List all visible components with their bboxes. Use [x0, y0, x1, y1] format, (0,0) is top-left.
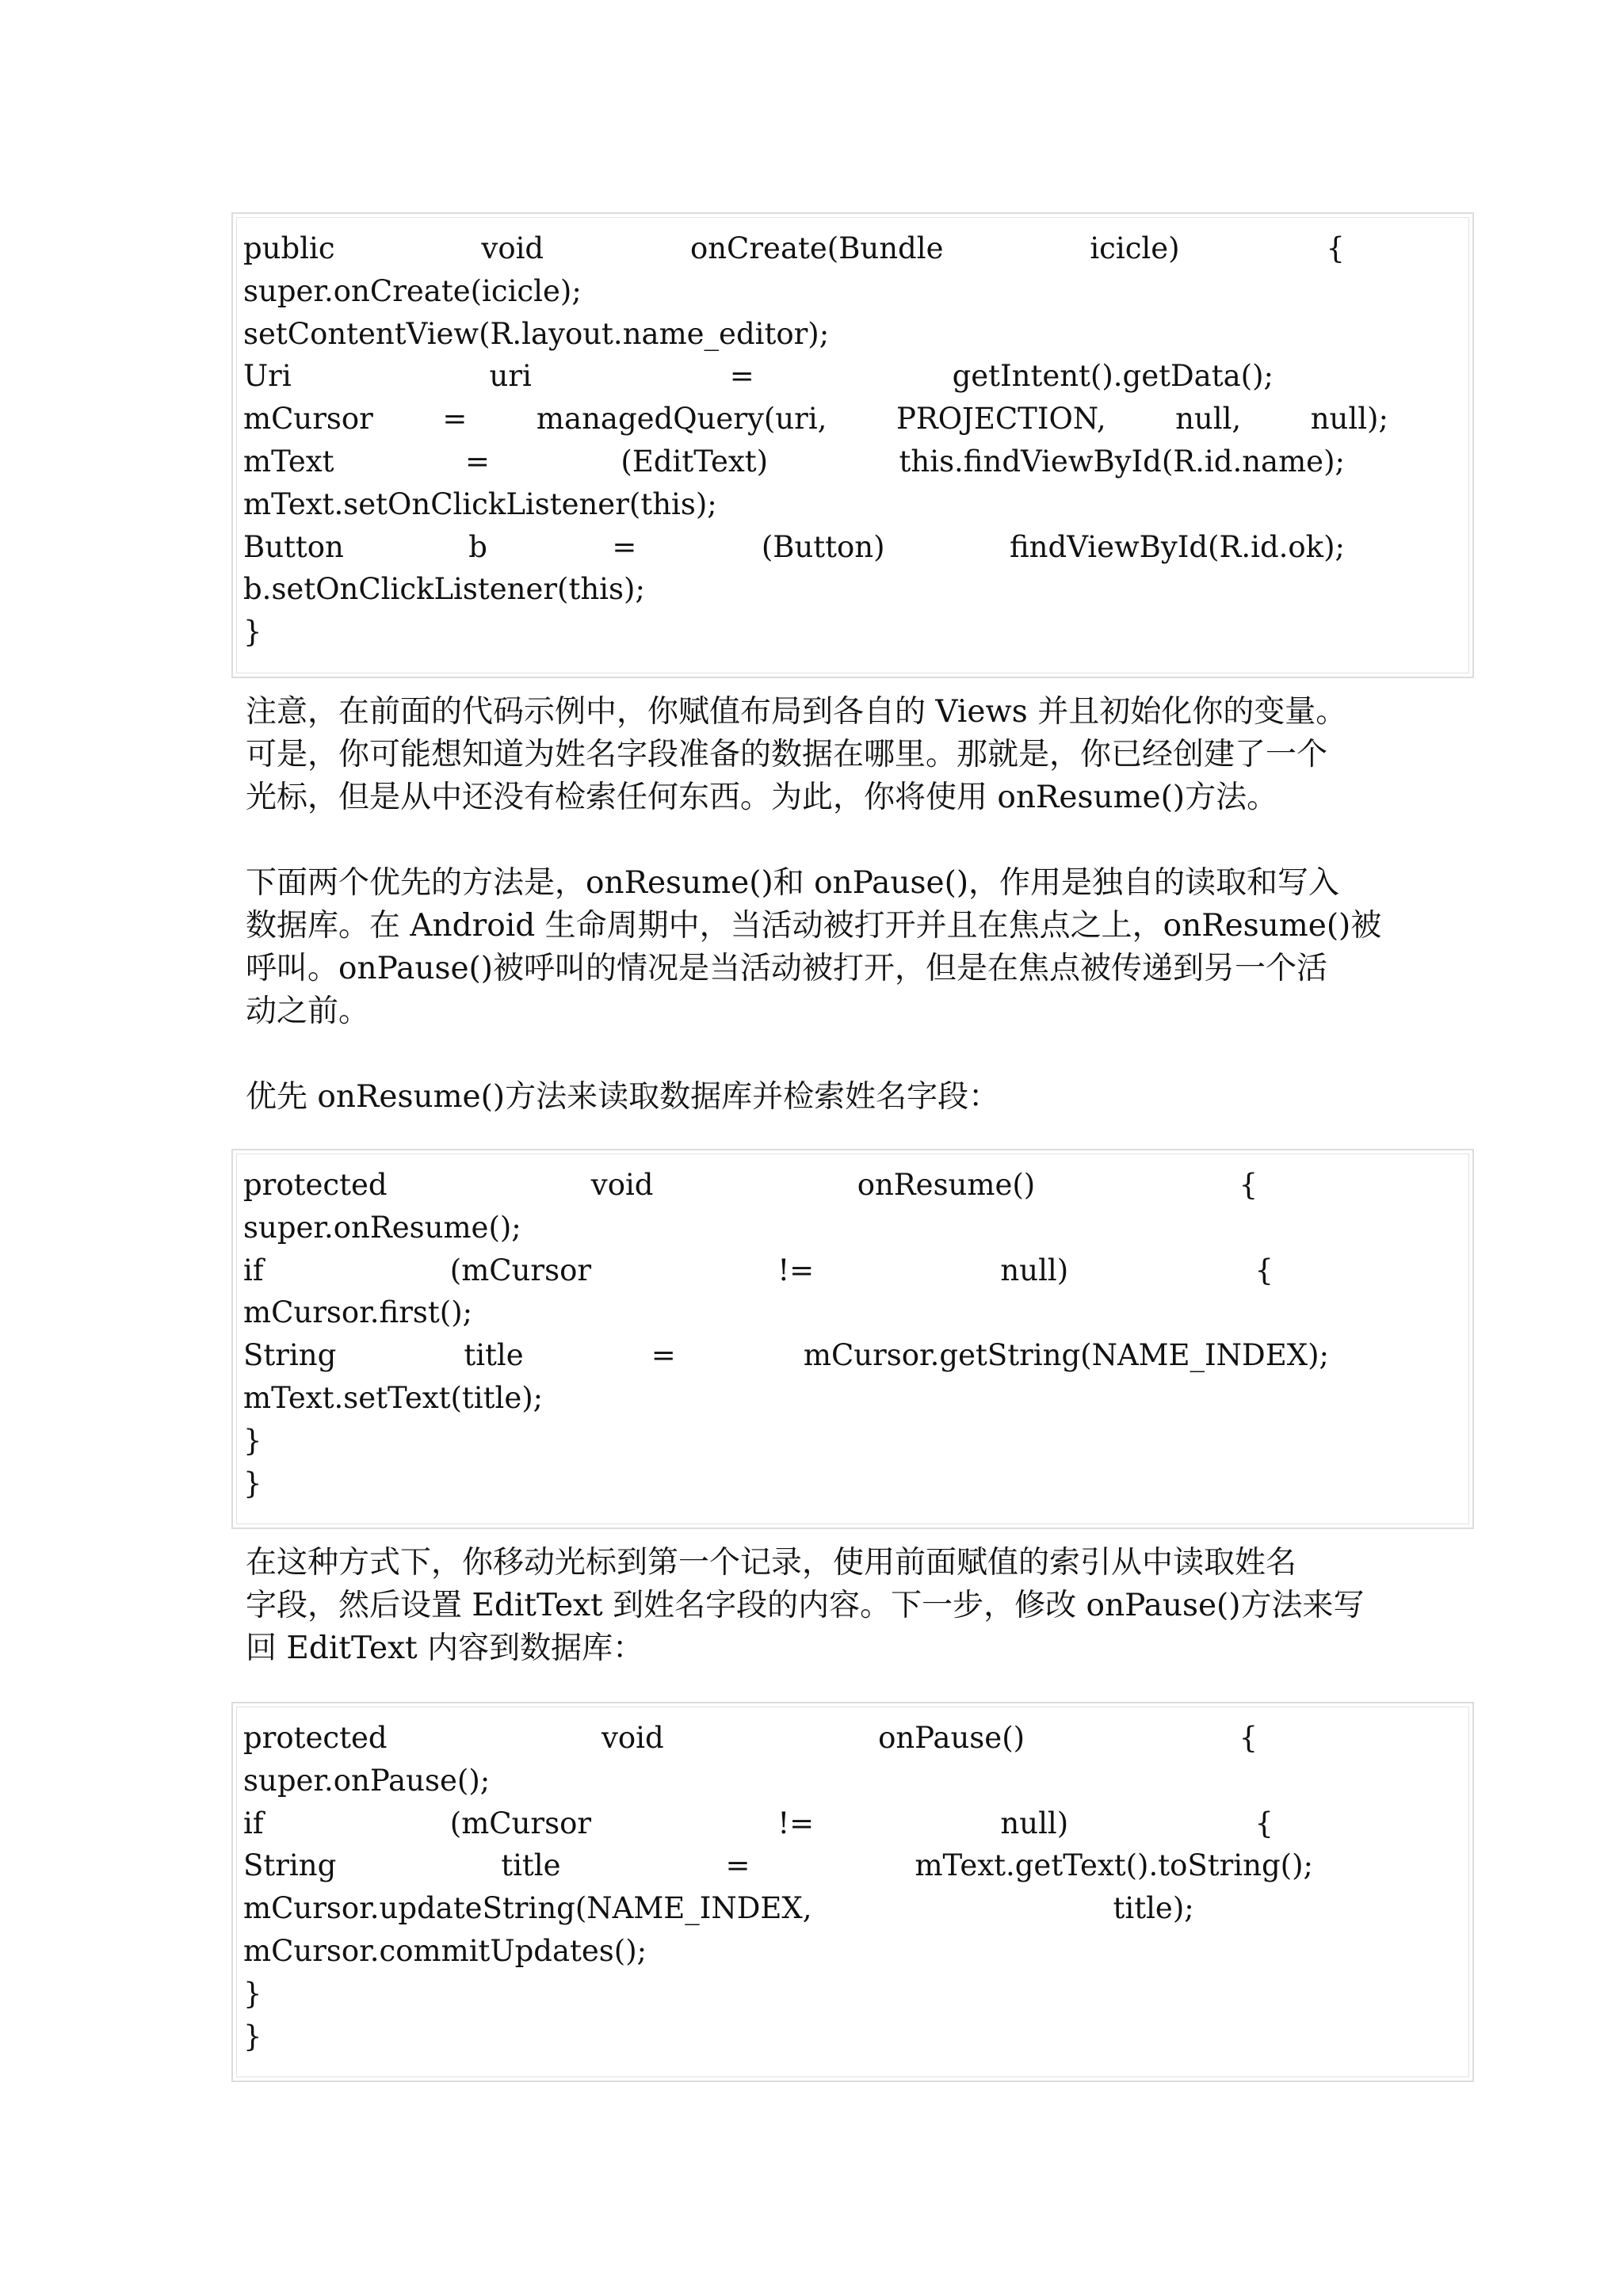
code-line — [243, 568, 1464, 611]
code-token: mText — [243, 444, 334, 479]
paragraph-line: 在这种方式下，你移动光标到第一个记录，使用前面赋值的索引从中读取姓名 — [246, 1545, 1297, 1581]
code-token: } — [243, 1976, 262, 2011]
code-block-onresume — [231, 1149, 1474, 1529]
code-line — [243, 1887, 1464, 1930]
code-line — [243, 270, 1464, 313]
code-token: (mCursor — [449, 1806, 592, 1840]
paragraph-line: 字段，然后设置 EditText 到姓名字段的内容。下一步，修改 onPause()方法来写 — [246, 1588, 1365, 1623]
code-token: { — [1254, 1253, 1274, 1287]
code-token: icicle) — [1090, 231, 1180, 265]
code-token: super.onResume(); — [243, 1210, 521, 1245]
code-line — [243, 611, 1464, 654]
paragraph-line: 注意，在前面的代码示例中，你赋值布局到各自的 Views 并且初始化你的变量。 — [246, 694, 1347, 730]
paragraph — [246, 691, 1387, 819]
code-line — [243, 1207, 1464, 1249]
code-block-oncreate — [231, 212, 1474, 678]
paragraph — [246, 1542, 1387, 1670]
code-token: onResume() — [857, 1168, 1036, 1202]
code-token: protected — [243, 1168, 388, 1202]
code-token: mCursor.updateString(NAME_INDEX, — [243, 1891, 812, 1926]
code-token: super.onPause(); — [243, 1763, 491, 1798]
code-token: null); — [1310, 402, 1388, 437]
code-line — [243, 313, 1464, 356]
code-token: } — [243, 1423, 262, 1458]
code-token: } — [243, 2019, 262, 2054]
code-line — [243, 227, 1464, 270]
code-token: = — [464, 444, 490, 479]
code-line — [243, 1291, 1464, 1334]
paragraph-line: 呼叫。onPause()被呼叫的情况是当活动被打开，但是在焦点被传递到另一个活 — [246, 951, 1327, 986]
code-line — [243, 1164, 1464, 1207]
code-token: != — [777, 1806, 815, 1840]
code-token: } — [243, 615, 262, 650]
code-token: b — [468, 529, 487, 564]
code-token: null) — [1000, 1253, 1069, 1287]
paragraph-line: 回 EditText 内容到数据库： — [246, 1630, 644, 1666]
code-line — [243, 483, 1464, 526]
code-token: (EditText) — [621, 444, 769, 479]
code-token: PROJECTION, — [896, 402, 1106, 437]
code-token: title); — [1113, 1891, 1194, 1926]
code-line — [243, 1930, 1464, 1973]
code-token: String — [243, 1338, 337, 1373]
code-line — [243, 1802, 1464, 1845]
code-token: setContentView(R.layout.name_editor); — [243, 316, 830, 351]
code-token: void — [481, 231, 544, 265]
code-line — [243, 1377, 1464, 1420]
code-block-inner — [236, 217, 1469, 673]
code-line — [243, 1420, 1464, 1463]
code-token: onPause() — [878, 1721, 1025, 1755]
code-line — [243, 441, 1464, 483]
code-line — [243, 1463, 1464, 1505]
code-token: title — [464, 1338, 524, 1373]
code-token: if — [243, 1806, 264, 1840]
code-token: = — [651, 1338, 676, 1373]
code-token: = — [612, 529, 637, 564]
paragraph-line: 下面两个优先的方法是，onResume()和 onPause()，作用是独自的读取和写入 — [246, 865, 1340, 901]
code-line — [243, 1844, 1464, 1887]
code-token: = — [729, 359, 754, 394]
code-token: = — [725, 1848, 750, 1883]
code-token: != — [777, 1253, 815, 1287]
code-token: protected — [243, 1721, 388, 1755]
code-token: mText.setText(title); — [243, 1380, 544, 1415]
code-block-inner — [236, 1154, 1469, 1524]
code-token: if — [243, 1253, 264, 1287]
code-token: null) — [1000, 1806, 1069, 1840]
code-token: { — [1239, 1721, 1258, 1755]
code-token: mCursor — [243, 402, 373, 437]
code-token: Uri — [243, 359, 292, 394]
code-token: } — [243, 1466, 262, 1501]
paragraph-line: 光标，但是从中还没有检索任何东西。为此，你将使用 onResume()方法。 — [246, 780, 1278, 815]
code-line — [243, 1249, 1464, 1292]
code-line — [243, 1760, 1464, 1802]
code-token: this.findViewById(R.id.name); — [899, 444, 1345, 479]
code-token: title — [501, 1848, 561, 1883]
code-token: managedQuery(uri, — [536, 402, 827, 437]
code-token: mText.getText().toString(); — [915, 1848, 1313, 1883]
code-line — [243, 1973, 1464, 2016]
code-token: { — [1326, 231, 1345, 265]
code-token: null, — [1175, 402, 1242, 437]
paragraph-line: 数据库。在 Android 生命周期中，当活动被打开并且在焦点之上，onResume()被 — [246, 908, 1382, 944]
paragraph — [246, 1076, 1387, 1119]
code-line — [243, 355, 1464, 398]
code-token: Button — [243, 529, 344, 564]
code-block-inner — [236, 1707, 1469, 2077]
code-block-onpause — [231, 1702, 1474, 2082]
code-line — [243, 1334, 1464, 1377]
code-token: mText.setOnClickListener(this); — [243, 486, 717, 521]
paragraph-line: 可是，你可能想知道为姓名字段准备的数据在哪里。那就是，你已经创建了一个 — [246, 737, 1328, 772]
code-line — [243, 526, 1464, 569]
code-token: (mCursor — [449, 1253, 592, 1287]
code-line — [243, 2016, 1464, 2058]
code-token: = — [442, 402, 468, 437]
code-token: void — [601, 1721, 664, 1755]
code-token: uri — [489, 359, 532, 394]
paragraph-line: 优先 onResume()方法来读取数据库并检索姓名字段： — [246, 1079, 1000, 1115]
code-token: mCursor.getString(NAME_INDEX); — [803, 1338, 1329, 1373]
code-token: findViewById(R.id.ok); — [1010, 529, 1345, 564]
code-token: String — [243, 1848, 337, 1883]
code-token: { — [1254, 1806, 1274, 1840]
code-token: { — [1239, 1168, 1258, 1202]
code-token: b.setOnClickListener(this); — [243, 572, 645, 607]
code-token: mCursor.commitUpdates(); — [243, 1933, 647, 1968]
code-token: void — [590, 1168, 654, 1202]
code-line — [243, 1717, 1464, 1760]
code-token: (Button) — [761, 529, 885, 564]
code-token: onCreate(Bundle — [689, 231, 944, 265]
paragraph-line: 动之前。 — [246, 994, 370, 1029]
code-token: mCursor.first(); — [243, 1295, 473, 1330]
code-token: public — [243, 231, 335, 265]
paragraph — [246, 862, 1387, 1033]
code-token: super.onCreate(icicle); — [243, 273, 582, 308]
code-token: getIntent().getData(); — [952, 359, 1274, 394]
code-line — [243, 398, 1464, 441]
